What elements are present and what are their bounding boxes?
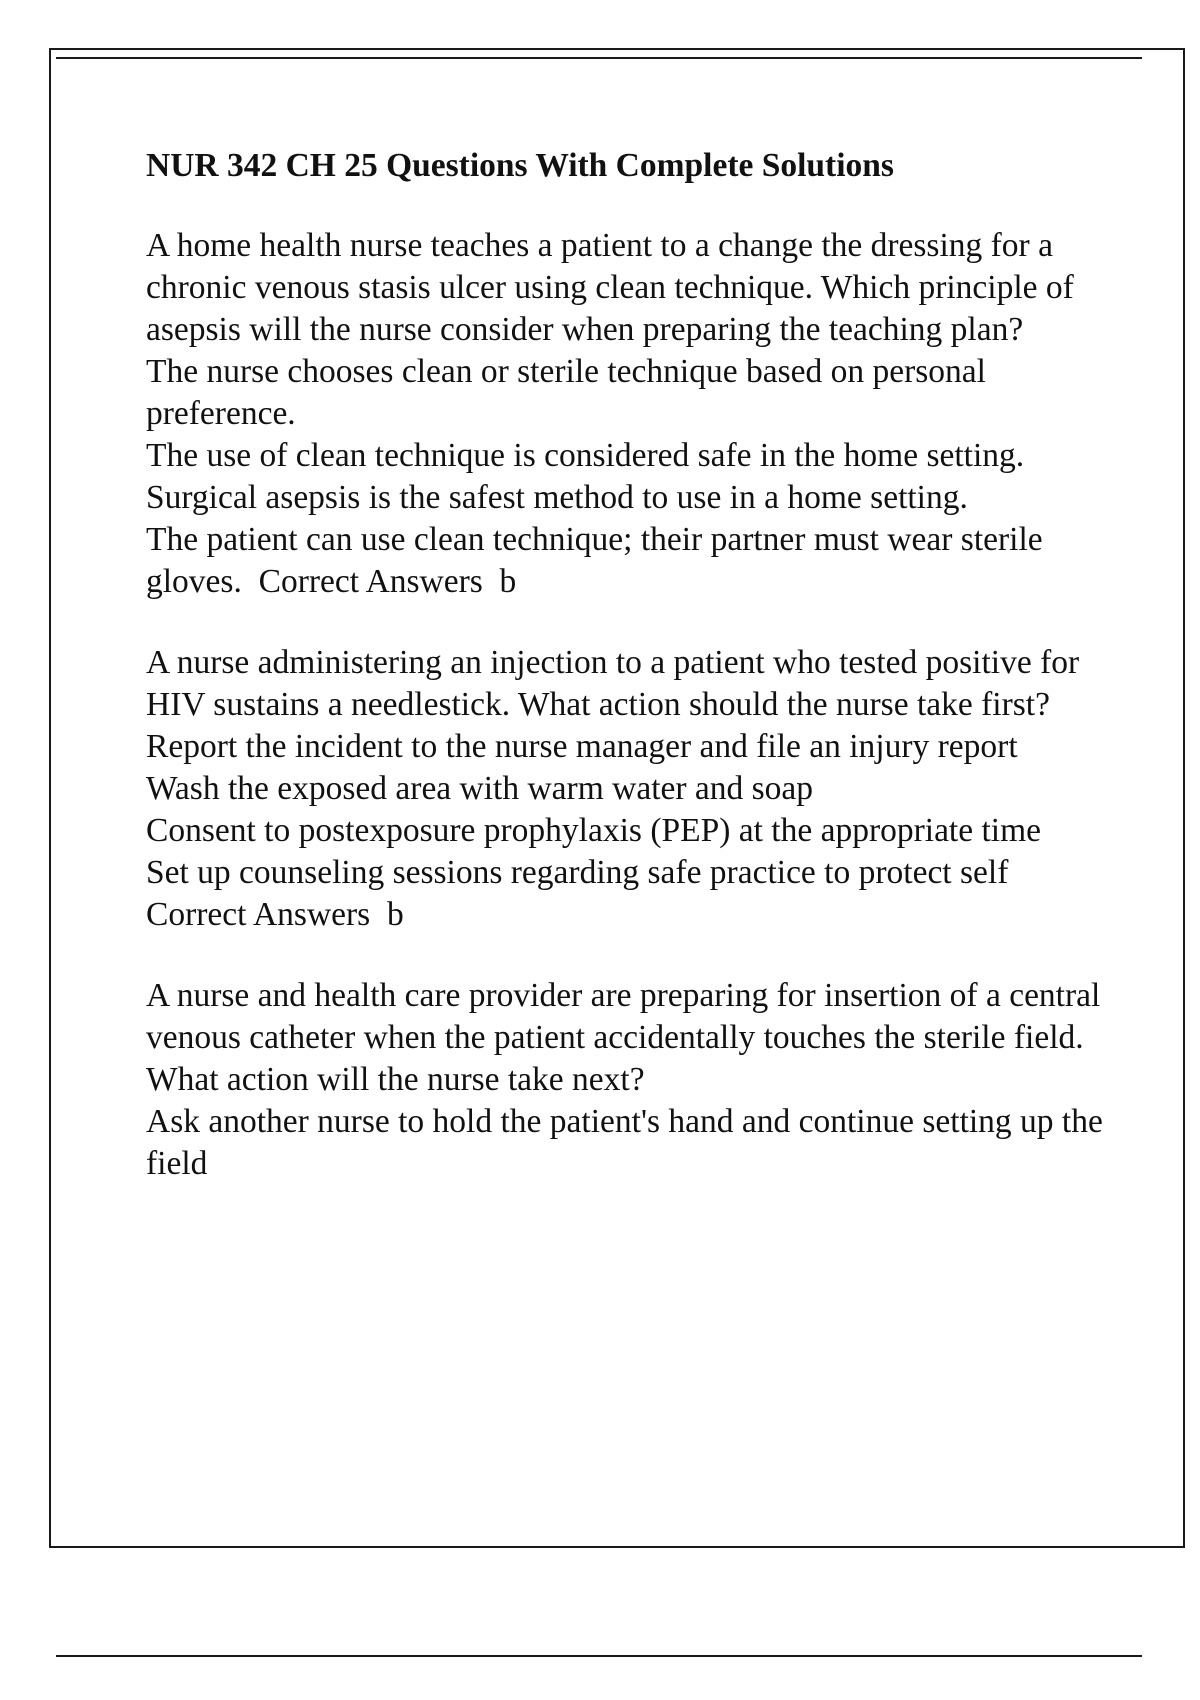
answer-option: Ask another nurse to hold the patient's hand and continue setting up the field bbox=[146, 1103, 1103, 1182]
answer-option: Consent to postexposure prophylaxis (PEP) at the appropriate time bbox=[146, 812, 1042, 849]
answer-option: Wash the exposed area with warm water and soap bbox=[146, 770, 814, 807]
question-block-2 bbox=[146, 642, 1106, 936]
correct-answer-label: Correct Answers b bbox=[241, 563, 517, 600]
answer-option: Set up counseling sessions regarding safe practice to protect self bbox=[146, 854, 1009, 891]
bottom-rule bbox=[56, 1655, 1142, 1657]
question-block-1 bbox=[146, 225, 1106, 603]
answer-option: Report the incident to the nurse manager and file an injury report bbox=[146, 728, 1018, 765]
answer-option: The nurse chooses clean or sterile technique based on personal preference. bbox=[146, 353, 986, 432]
answer-option-with-key bbox=[146, 519, 1106, 603]
correct-answer-label: Correct Answers b bbox=[146, 896, 404, 933]
document-body bbox=[146, 145, 1106, 1224]
answer-option: The patient can use clean technique; their partner must wear sterile gloves. bbox=[146, 521, 1043, 600]
answer-option: The use of clean technique is considered safe in the home setting. bbox=[146, 437, 1025, 474]
question-text: A nurse and health care provider are preparing for insertion of a central venous catheter when the patient accidentally touches the sterile field. What action will the nurse take next? bbox=[146, 977, 1101, 1098]
question-text: A home health nurse teaches a patient to a change the dressing for a chronic venous stasis ulcer using clean technique. Which principle of asepsis will the nurse consider when preparing the teaching plan? bbox=[146, 227, 1074, 348]
answer-option: Surgical asepsis is the safest method to use in a home setting. bbox=[146, 479, 968, 516]
question-block-3 bbox=[146, 975, 1106, 1185]
document-title: NUR 342 CH 25 Questions With Complete Solutions bbox=[146, 147, 894, 184]
question-text: A nurse administering an injection to a patient who tested positive for HIV sustains a needlestick. What action should the nurse take first? bbox=[146, 644, 1080, 723]
